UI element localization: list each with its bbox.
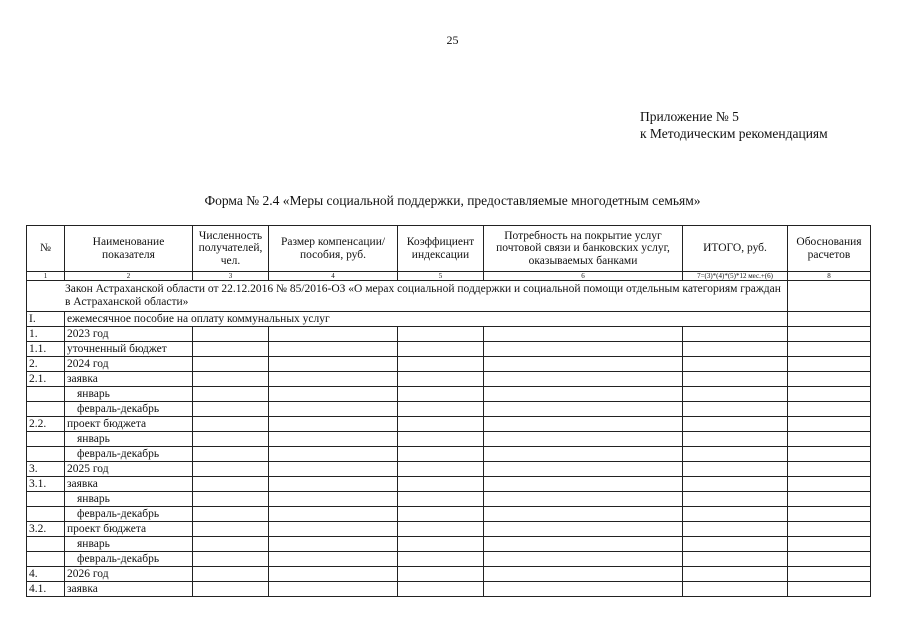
empty-cell (269, 432, 398, 447)
empty-cell (484, 432, 683, 447)
row-number: 3. (27, 462, 65, 477)
empty-cell (788, 507, 871, 522)
table-row (27, 522, 871, 537)
empty-cell (193, 327, 269, 342)
row-number: 2.1. (27, 372, 65, 387)
empty-cell (193, 507, 269, 522)
empty-cell (269, 477, 398, 492)
empty-cell (484, 462, 683, 477)
empty-cell (193, 492, 269, 507)
empty-cell (683, 402, 788, 417)
empty-cell (269, 357, 398, 372)
empty-cell (484, 447, 683, 462)
measures-table (26, 225, 871, 597)
empty-cell (398, 582, 484, 597)
empty-cell (683, 552, 788, 567)
empty-cell (788, 477, 871, 492)
empty-cell (788, 342, 871, 357)
empty-cell (193, 357, 269, 372)
row-number: 2.2. (27, 417, 65, 432)
empty-cell (269, 402, 398, 417)
empty-cell (269, 447, 398, 462)
empty-cell (398, 477, 484, 492)
empty-cell (683, 537, 788, 552)
empty-cell (193, 522, 269, 537)
empty-cell (398, 462, 484, 477)
row-name: заявка (65, 582, 193, 597)
column-number: 4 (269, 272, 398, 281)
empty-cell (683, 357, 788, 372)
empty-cell (683, 372, 788, 387)
empty-cell (788, 537, 871, 552)
empty-cell (269, 522, 398, 537)
row-name: 2023 год (65, 327, 193, 342)
empty-cell (484, 552, 683, 567)
appendix-note (640, 108, 828, 142)
law-row (27, 281, 871, 312)
table-row (27, 357, 871, 372)
empty-cell (683, 432, 788, 447)
empty-cell (484, 357, 683, 372)
empty-cell (269, 387, 398, 402)
row-name: заявка (65, 372, 193, 387)
column-number: 3 (193, 272, 269, 281)
empty-cell (269, 417, 398, 432)
empty-cell (788, 522, 871, 537)
empty-cell (193, 477, 269, 492)
empty-cell (788, 372, 871, 387)
row-number (27, 402, 65, 417)
empty-cell (788, 402, 871, 417)
empty-cell (484, 327, 683, 342)
row-name: февраль-декабрь (65, 402, 193, 417)
empty-cell (484, 537, 683, 552)
row-name: ежемесячное пособие на оплату коммунальных услуг (65, 312, 788, 327)
empty-cell (683, 327, 788, 342)
empty-cell (193, 432, 269, 447)
empty-cell (484, 342, 683, 357)
empty-cell (269, 462, 398, 477)
table-row (27, 327, 871, 342)
empty-cell (398, 552, 484, 567)
empty-cell (193, 447, 269, 462)
empty-cell (484, 522, 683, 537)
row-name: февраль-декабрь (65, 552, 193, 567)
row-number: 2. (27, 357, 65, 372)
row-number (27, 552, 65, 567)
empty-cell (269, 537, 398, 552)
empty-cell (683, 507, 788, 522)
empty-cell (398, 492, 484, 507)
empty-cell (398, 567, 484, 582)
appendix-subtitle: к Методическим рекомендациям (640, 126, 828, 141)
empty-cell (484, 417, 683, 432)
empty-cell (788, 447, 871, 462)
header-cell: Размер компенсации/пособия, руб. (269, 226, 398, 272)
empty-cell (193, 462, 269, 477)
empty-cell (683, 387, 788, 402)
empty-cell (484, 507, 683, 522)
empty-cell (788, 582, 871, 597)
empty-cell (193, 387, 269, 402)
table-row (27, 477, 871, 492)
table-row (27, 582, 871, 597)
header-row (27, 226, 871, 272)
row-number (27, 447, 65, 462)
row-number: 1.1. (27, 342, 65, 357)
table-row (27, 537, 871, 552)
empty-cell (683, 522, 788, 537)
table-cell (788, 281, 871, 312)
table-row (27, 312, 871, 327)
table-row (27, 417, 871, 432)
column-number: 6 (484, 272, 683, 281)
empty-cell (788, 492, 871, 507)
empty-cell (193, 402, 269, 417)
table-row (27, 462, 871, 477)
column-number-row (27, 272, 871, 281)
row-name: февраль-декабрь (65, 447, 193, 462)
empty-cell (193, 342, 269, 357)
empty-cell (398, 432, 484, 447)
column-number: 8 (788, 272, 871, 281)
row-name: январь (65, 492, 193, 507)
empty-cell (398, 387, 484, 402)
table-row (27, 507, 871, 522)
empty-cell (683, 567, 788, 582)
empty-cell (398, 417, 484, 432)
empty-cell (788, 462, 871, 477)
form-title: Форма № 2.4 «Меры социальной поддержки, предоставляемые многодетным семьям» (204, 193, 701, 208)
empty-cell (269, 582, 398, 597)
header-cell: Численность получателей, чел. (193, 226, 269, 272)
row-name: уточненный бюджет (65, 342, 193, 357)
empty-cell (788, 327, 871, 342)
table-row (27, 372, 871, 387)
empty-cell (398, 537, 484, 552)
header-cell: № (27, 226, 65, 272)
table-row (27, 447, 871, 462)
empty-cell (788, 312, 871, 327)
empty-cell (683, 582, 788, 597)
empty-cell (193, 582, 269, 597)
empty-cell (484, 477, 683, 492)
empty-cell (683, 417, 788, 432)
row-number: 3.1. (27, 477, 65, 492)
row-name: 2025 год (65, 462, 193, 477)
table-row (27, 567, 871, 582)
row-name: 2026 год (65, 567, 193, 582)
row-number (27, 432, 65, 447)
empty-cell (683, 462, 788, 477)
header-cell: Наименование показателя (65, 226, 193, 272)
header-cell: Потребность на покрытие услуг почтовой связи и банковских услуг, оказываемых банками (484, 226, 683, 272)
empty-cell (269, 342, 398, 357)
empty-cell (193, 417, 269, 432)
row-name: январь (65, 387, 193, 402)
empty-cell (683, 447, 788, 462)
table-row (27, 402, 871, 417)
row-name: заявка (65, 477, 193, 492)
empty-cell (788, 387, 871, 402)
column-number: 2 (65, 272, 193, 281)
empty-cell (683, 492, 788, 507)
row-name: январь (65, 432, 193, 447)
empty-cell (269, 492, 398, 507)
empty-cell (484, 567, 683, 582)
page-number: 25 (446, 33, 459, 47)
empty-cell (788, 552, 871, 567)
empty-cell (398, 447, 484, 462)
empty-cell (398, 342, 484, 357)
empty-cell (484, 582, 683, 597)
empty-cell (683, 342, 788, 357)
table-row (27, 492, 871, 507)
row-name: 2024 год (65, 357, 193, 372)
empty-cell (484, 492, 683, 507)
table-row (27, 342, 871, 357)
row-number (27, 492, 65, 507)
empty-cell (269, 567, 398, 582)
empty-cell (269, 327, 398, 342)
appendix-title: Приложение № 5 (640, 109, 739, 124)
empty-cell (398, 327, 484, 342)
empty-cell (269, 507, 398, 522)
empty-cell (398, 507, 484, 522)
empty-cell (788, 432, 871, 447)
empty-cell (398, 522, 484, 537)
empty-cell (398, 402, 484, 417)
empty-cell (788, 567, 871, 582)
header-cell: Коэффициент индексации (398, 226, 484, 272)
empty-cell (193, 372, 269, 387)
empty-cell (193, 552, 269, 567)
empty-cell (683, 477, 788, 492)
row-number: 4. (27, 567, 65, 582)
header-cell: ИТОГО, руб. (683, 226, 788, 272)
row-name: проект бюджета (65, 522, 193, 537)
empty-cell (484, 387, 683, 402)
header-cell: Обоснования расчетов (788, 226, 871, 272)
column-number: 5 (398, 272, 484, 281)
empty-cell (484, 402, 683, 417)
law-text: Закон Астраханской области от 22.12.2016 № 85/2016-ОЗ «О мерах социальной поддержки и социальной помощи отдельным категориям граждан в Астраханской области» (27, 281, 788, 312)
row-number: I. (27, 312, 65, 327)
row-number (27, 507, 65, 522)
row-name: февраль-декабрь (65, 507, 193, 522)
empty-cell (269, 552, 398, 567)
empty-cell (484, 372, 683, 387)
row-number (27, 387, 65, 402)
row-number: 4.1. (27, 582, 65, 597)
empty-cell (788, 417, 871, 432)
row-name: январь (65, 537, 193, 552)
row-name: проект бюджета (65, 417, 193, 432)
empty-cell (398, 372, 484, 387)
table-row (27, 387, 871, 402)
empty-cell (193, 537, 269, 552)
column-number: 7=(3)*(4)*(5)*12 мес.+(6) (683, 272, 788, 281)
table-row (27, 432, 871, 447)
row-number (27, 537, 65, 552)
empty-cell (788, 357, 871, 372)
row-number: 1. (27, 327, 65, 342)
empty-cell (398, 357, 484, 372)
column-number: 1 (27, 272, 65, 281)
table-row (27, 552, 871, 567)
row-number: 3.2. (27, 522, 65, 537)
empty-cell (269, 372, 398, 387)
empty-cell (193, 567, 269, 582)
